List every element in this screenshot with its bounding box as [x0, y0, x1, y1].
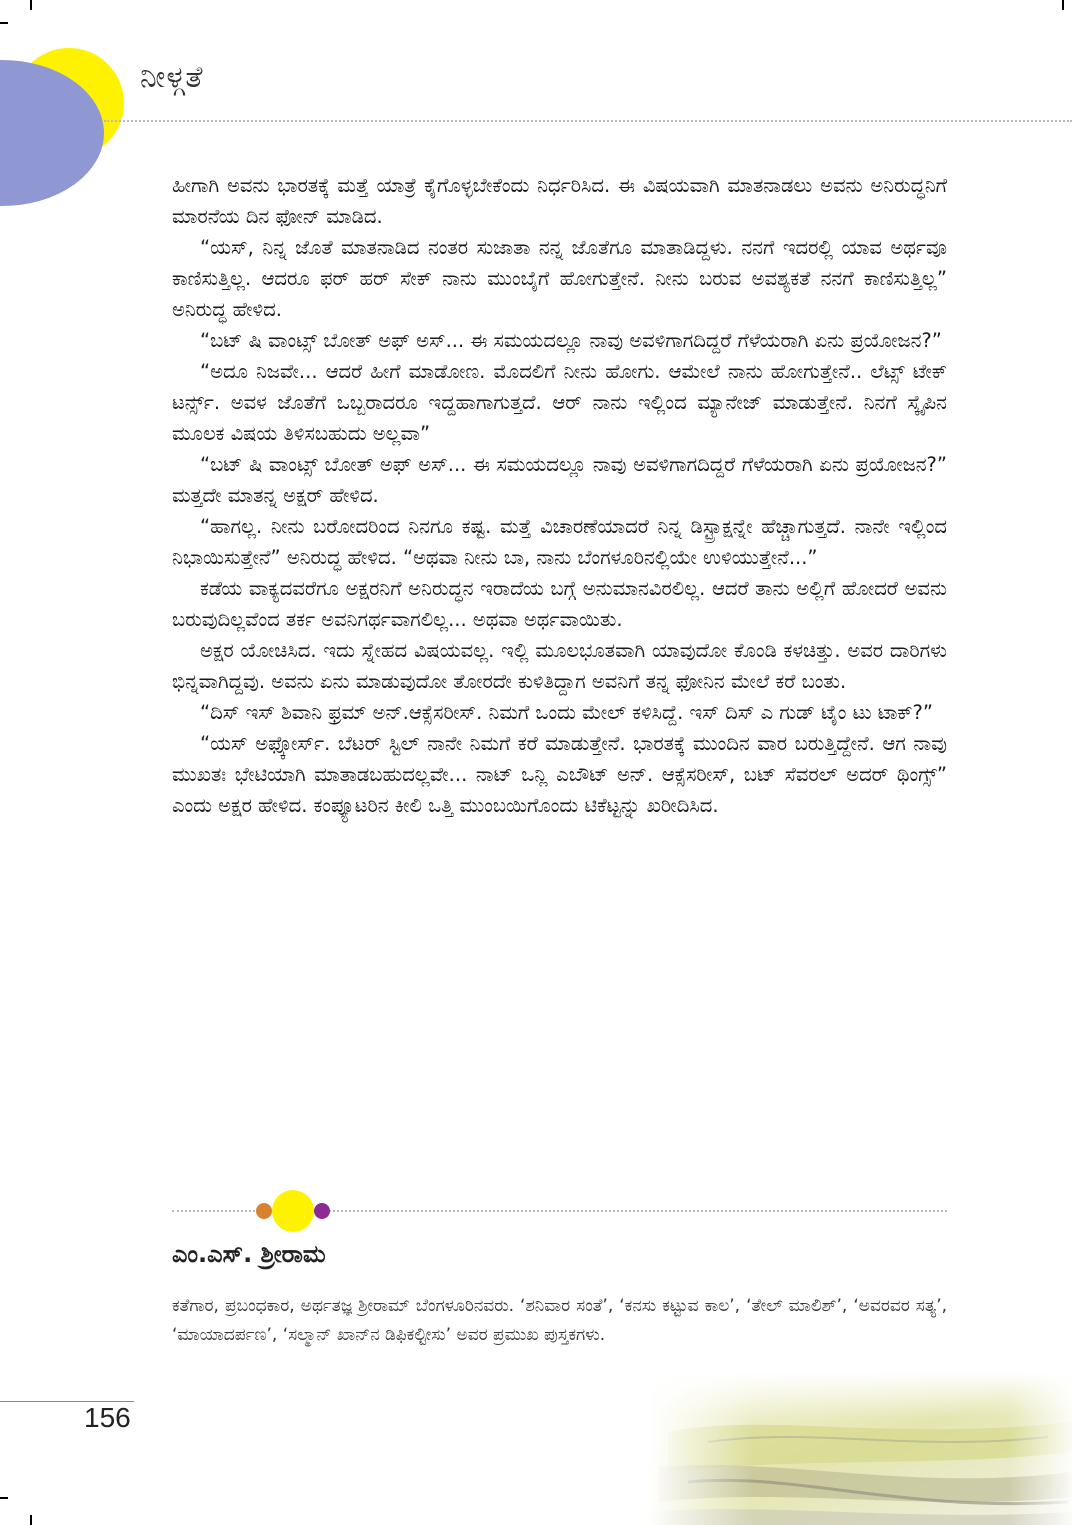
story-paragraph: ಹೀಗಾಗಿ ಅವನು ಭಾರತಕ್ಕೆ ಮತ್ತೆ ಯಾತ್ರೆ ಕೈಗೊಳ್ಳಬೇಕೆಂದು ನಿರ್ಧರಿಸಿದ. ಈ ವಿಷಯವಾಗಿ ಮಾತನಾಡಲು ಅವನು ಅನಿರುದ್ಧನಿಗೆ ಮಾರನೆಯ ದಿನ ಫೋನ್ ಮಾಡಿದ. [172, 174, 947, 228]
crop-mark [30, 1515, 32, 1525]
author-separator [172, 1190, 947, 1234]
story-paragraph: “ಯಸ್, ನಿನ್ನ ಜೊತೆ ಮಾತನಾಡಿದ ನಂತರ ಸುಜಾತಾ ನನ್ನ ಜೊತೆಗೂ ಮಾತಾಡಿದ್ದಳು. ನನಗೆ ಇದರಲ್ಲಿ ಯಾವ ಅರ್ಥವೂ ಕಾಣಿಸುತ್ತಿಲ್ಲ. ಆದರೂ ಫರ್ ಹರ್ ಸೇಕ್ ನಾನು ಮುಂಬೈಗೆ ಹೋಗುತ್ತೇನೆ. ನೀನು ಬರುವ ಅವಶ್ಯಕತೆ ನನಗೆ ಕಾಣಿಸುತ್ತಿಲ್ಲ” ಅನಿರುದ್ಧ ಹೇಳಿದ. [172, 236, 947, 321]
story-paragraph: “ದಿಸ್ ಇಸ್ ಶಿವಾನಿ ಫ್ರಮ್ ಅನ್.ಆಕ್ಸೆಸರೀಸ್. ನಿಮಗೆ ಒಂದು ಮೇಲ್ ಕಳಿಸಿದ್ದೆ. ಇಸ್ ದಿಸ್ ಎ ಗುಡ್ ಟೈಂ ಟು ಟಾಕ್?” [200, 701, 933, 724]
story-paragraph: “ಬಟ್ ಷಿ ವಾಂಟ್ಸ್ ಬೋತ್ ಅಫ್ ಅಸ್... ಈ ಸಮಯದಲ್ಲೂ ನಾವು ಅವಳಿಗಾಗದಿದ್ದರೆ ಗೆಳೆಯರಾಗಿ ಏನು ಪ್ರಯೋಜನ?” ಮತ್ತದೇ ಮಾತನ್ನ ಅಕ್ಷರ್ ಹೇಳಿದ. [172, 453, 947, 507]
story-paragraph: “ಯಸ್ ಅಫ್ಕೋರ್ಸ್. ಬೆಟರ್ ಸ್ಟಿಲ್ ನಾನೇ ನಿಮಗೆ ಕರೆ ಮಾಡುತ್ತೇನೆ. ಭಾರತಕ್ಕೆ ಮುಂದಿನ ವಾರ ಬರುತ್ತಿದ್ದೇನೆ. ಆಗ ನಾವು ಮುಖತಃ ಭೇಟಿಯಾಗಿ ಮಾತಾಡಬಹುದಲ್ಲವೇ... ನಾಟ್ ಒನ್ಲಿ ಎಬೌಟ್ ಅನ್. ಆಕ್ಸೆಸರೀಸ್, ಬಟ್ ಸೆವರಲ್ ಅದರ್ ಥಿಂಗ್ಸ್” ಎಂದು ಅಕ್ಷರ ಹೇಳಿದ. ಕಂಪ್ಯೂಟರಿನ ಕೀಲಿ ಒತ್ತಿ ಮುಂಬಯಿಗೊಂದು ಟಿಕೆಟ್ಟನ್ನು ಖರೀದಿಸಿದ. [172, 732, 947, 817]
corner-decorative-image [648, 1372, 1072, 1525]
crop-mark [1062, 0, 1064, 10]
section-title: ನೀಳ್ಗತೆ [140, 60, 204, 95]
story-body [172, 170, 947, 821]
crop-mark [0, 1497, 8, 1499]
separator-purple-dot [314, 1203, 330, 1219]
page-number: 156 [84, 1402, 131, 1433]
story-paragraph: “ಹಾಗಲ್ಲ. ನೀನು ಬರೋದರಿಂದ ನಿನಗೂ ಕಷ್ಟ. ಮತ್ತೆ ವಿಚಾರಣೆಯಾದರೆ ನಿನ್ನ ಡಿಸ್ಟ್ರಾಕ್ಷನ್ನೇ ಹೆಚ್ಚಾಗುತ್ತದೆ. ನಾನೇ ಇಲ್ಲಿಂದ ನಿಭಾಯಿಸುತ್ತೇನೆ” ಅನಿರುದ್ಧ ಹೇಳಿದ. “ಅಥವಾ ನೀನು ಬಾ, ನಾನು ಬೆಂಗಳೂರಿನಲ್ಲಿಯೇ ಉಳಿಯುತ್ತೇನೆ...” [172, 515, 947, 569]
story-paragraph: “ಬಟ್ ಷಿ ವಾಂಟ್ಸ್ ಬೋತ್ ಅಫ್ ಅಸ್... ಈ ಸಮಯದಲ್ಲೂ ನಾವು ಅವಳಿಗಾಗದಿದ್ದರೆ ಗೆಳೆಯರಾಗಿ ಏನು ಪ್ರಯೋಜನ?” [200, 329, 942, 352]
author-bio: ಕತೆಗಾರ, ಪ್ರಬಂಧಕಾರ, ಅರ್ಥತಜ್ಞ ಶ್ರೀರಾಮ್ ಬೆಂಗಳೂರಿನವರು. ‘ಶನಿವಾರ ಸಂತೆ’, ‘ಕನಸು ಕಟ್ಟುವ ಕಾಲ’, ‘ತೇಲ್ ಮಾಲಿಶ್’, ‘ಅವರವರ ಸತ್ಯ’, ‘ಮಾಯಾದರ್ಪಣ’, ‘ಸಲ್ಮಾನ್ ಖಾನ್‌ನ ಡಿಫಿಕಲ್ಟೀಸು’ ಅವರ ಪ್ರಮುಖ ಪುಸ್ತಕಗಳು. [172, 1296, 947, 1345]
author-name: ಎಂ.ಎಸ್. ಶ್ರೀರಾಮ [172, 1240, 326, 1268]
crop-mark [0, 22, 8, 24]
story-paragraph: ಕಡೆಯ ವಾಕ್ಯದವರೆಗೂ ಅಕ್ಷರನಿಗೆ ಅನಿರುದ್ಧನ ಇರಾದೆಯ ಬಗ್ಗೆ ಅನುಮಾನವಿರಲಿಲ್ಲ. ಆದರೆ ತಾನು ಅಲ್ಲಿಗೆ ಹೋದರೆ ಅವನು ಬರುವುದಿಲ್ಲವೆಂದ ತರ್ಕ ಅವನಿಗರ್ಥವಾಗಲಿಲ್ಲ... ಅಥವಾ ಅರ್ಥವಾಯಿತು. [172, 577, 947, 631]
separator-orange-dot [256, 1203, 272, 1219]
crop-mark [30, 0, 32, 10]
story-paragraph: “ಅದೂ ನಿಜವೇ... ಆದರೆ ಹೀಗೆ ಮಾಡೋಣ. ಮೊದಲಿಗೆ ನೀನು ಹೋಗು. ಆಮೇಲೆ ನಾನು ಹೋಗುತ್ತೇನೆ.. ಲೆಟ್ಸ್ ಟೇಕ್ ಟರ್ನ್ಸ್. ಅವಳ ಜೊತೆಗೆ ಒಬ್ಬರಾದರೂ ಇದ್ದಹಾಗಾಗುತ್ತದೆ. ಆರ್ ನಾನು ಇಲ್ಲಿಂದ ಮ್ಯಾನೇಜ್ ಮಾಡುತ್ತೇನೆ. ನಿನಗೆ ಸ್ಕೈಪಿನ ಮೂಲಕ ವಿಷಯ ತಿಳಿಸಬಹುದು ಅಲ್ಲವಾ” [172, 360, 947, 445]
header-dotted-rule [104, 120, 1072, 122]
separator-yellow-dot [272, 1190, 314, 1232]
story-paragraph: ಅಕ್ಷರ ಯೋಚಿಸಿದ. ಇದು ಸ್ನೇಹದ ವಿಷಯವಲ್ಲ. ಇಲ್ಲಿ ಮೂಲಭೂತವಾಗಿ ಯಾವುದೋ ಕೊಂಡಿ ಕಳಚಿತ್ತು. ಅವರ ದಾರಿಗಳು ಭಿನ್ನವಾಗಿದ್ದವು. ಅವನು ಏನು ಮಾಡುವುದೋ ತೋರದೇ ಕುಳಿತಿದ್ದಾಗ ಅವನಿಗೆ ತನ್ನ ಫೋನಿನ ಮೇಲೆ ಕರೆ ಬಂತು. [172, 639, 947, 693]
